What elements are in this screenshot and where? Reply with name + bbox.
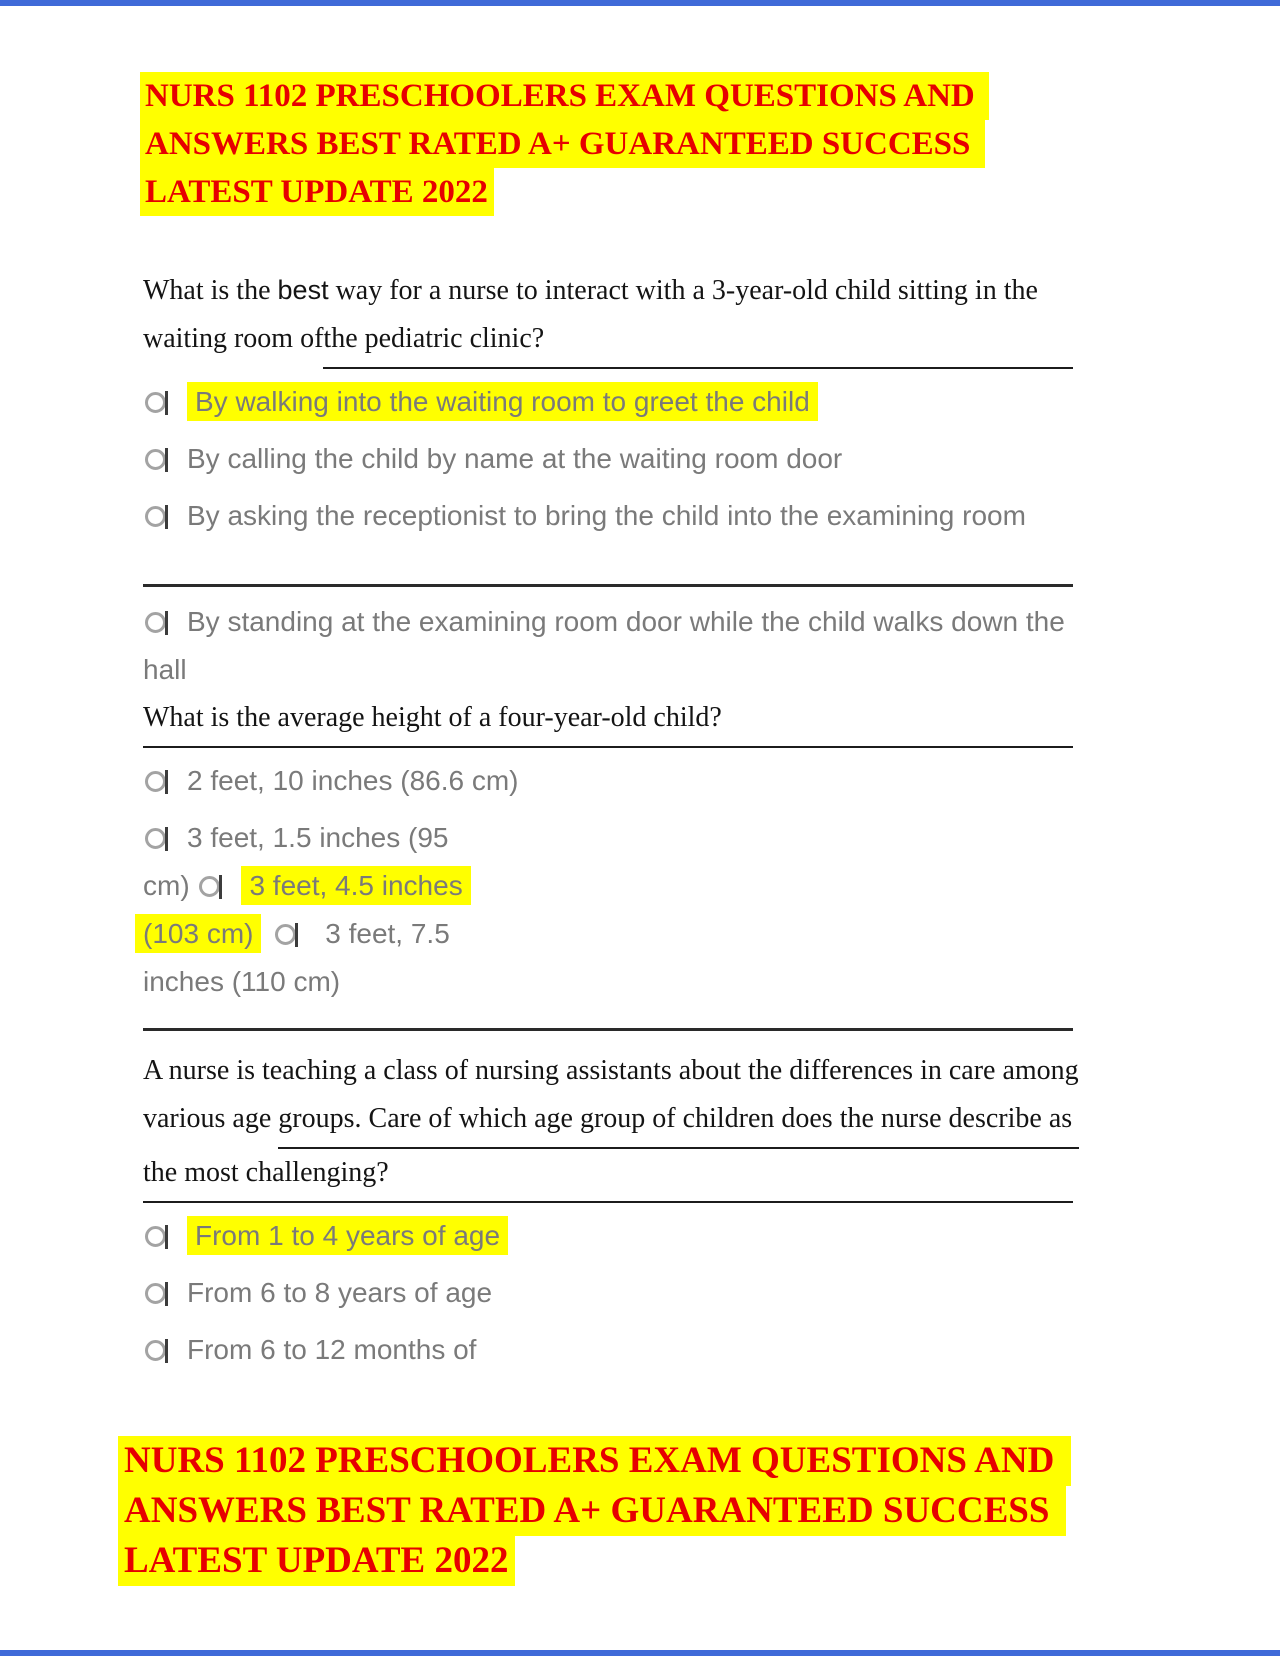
radio-icon[interactable] bbox=[145, 1340, 166, 1361]
bottom-border-bar bbox=[0, 1650, 1280, 1656]
radio-icon[interactable] bbox=[145, 1283, 166, 1304]
answer-option[interactable] bbox=[143, 378, 1280, 426]
footer-title-line-3 bbox=[118, 1536, 1280, 1586]
answer-option-wrap bbox=[143, 646, 1280, 694]
answer-option[interactable] bbox=[143, 435, 1280, 483]
answer-option[interactable] bbox=[143, 814, 1280, 862]
highlighted-title-text: ANSWERS BEST RATED A+ GUARANTEED SUCCESS bbox=[118, 1486, 1066, 1536]
document-footer-title bbox=[118, 1436, 1280, 1586]
radio-icon[interactable] bbox=[275, 924, 296, 945]
header-title-line-3 bbox=[140, 168, 1280, 216]
answer-option[interactable] bbox=[143, 1326, 1280, 1374]
answer-label: cm) bbox=[143, 870, 198, 901]
answer-option[interactable] bbox=[143, 492, 1280, 540]
divider-line bbox=[143, 584, 1073, 587]
radio-icon[interactable] bbox=[145, 392, 166, 413]
answer-label: From 6 to 8 years of age bbox=[187, 1277, 493, 1308]
divider-line bbox=[143, 1028, 1073, 1031]
document-header-title bbox=[140, 72, 1280, 216]
radio-icon[interactable] bbox=[145, 612, 166, 633]
answer-option[interactable] bbox=[143, 598, 1280, 646]
radio-icon[interactable] bbox=[145, 449, 166, 470]
radio-icon[interactable] bbox=[199, 876, 220, 897]
question-1-text-line-2: waiting room of the pediatric clinic? bbox=[143, 315, 1073, 369]
answer-label: By asking the receptionist to bring the child into the examining room bbox=[187, 500, 1026, 531]
radio-icon[interactable] bbox=[145, 771, 166, 792]
question-3-text-line-1: A nurse is teaching a class of nursing assistants about the differences in care among bbox=[143, 1055, 1079, 1086]
header-title-line-2 bbox=[140, 120, 1280, 168]
answer-option[interactable] bbox=[143, 1269, 1280, 1317]
question-3 bbox=[0, 1047, 1280, 1374]
answer-label: By calling the child by name at the waiting room door bbox=[187, 443, 843, 474]
radio-icon[interactable] bbox=[145, 506, 166, 527]
answer-label: By standing at the examining room door while the child walks down the bbox=[187, 606, 1065, 637]
highlighted-title-text: NURS 1102 PRESCHOOLERS EXAM QUESTIONS AND bbox=[118, 1436, 1071, 1486]
highlighted-title-text: ANSWERS BEST RATED A+ GUARANTEED SUCCESS bbox=[140, 120, 985, 168]
answer-label: hall bbox=[143, 654, 187, 685]
question-2-heading: What is the average height of a four-year-old child? bbox=[143, 694, 1073, 748]
question-2 bbox=[0, 694, 1280, 1006]
question-1 bbox=[0, 266, 1280, 694]
answer-label: 3 feet, 1.5 inches (95 bbox=[187, 822, 449, 853]
top-border-bar bbox=[0, 0, 1280, 6]
answer-option-wrap bbox=[143, 958, 1280, 1006]
underline-filler bbox=[722, 694, 1073, 748]
underline-filler bbox=[544, 315, 1073, 369]
highlighted-answer: (103 cm) bbox=[135, 914, 261, 953]
question-3-text-line-3: the most challenging? bbox=[143, 1149, 1073, 1203]
answer-option[interactable] bbox=[143, 862, 1280, 910]
answer-option[interactable] bbox=[143, 757, 1280, 805]
footer-title-line-1 bbox=[118, 1436, 1280, 1486]
answer-label: From 6 to 12 months of bbox=[187, 1334, 477, 1365]
answer-option[interactable] bbox=[143, 910, 1280, 958]
answer-label: 2 feet, 10 inches (86.6 cm) bbox=[187, 765, 519, 796]
highlighted-title-text: LATEST UPDATE 2022 bbox=[140, 168, 494, 216]
highlighted-answer: 3 feet, 4.5 inches bbox=[241, 866, 470, 905]
answer-option[interactable] bbox=[143, 1212, 1280, 1260]
underline-filler bbox=[389, 1149, 1073, 1203]
highlighted-title-text: LATEST UPDATE 2022 bbox=[118, 1536, 515, 1586]
radio-icon[interactable] bbox=[145, 828, 166, 849]
answer-label: 3 feet, 7.5 bbox=[317, 918, 450, 949]
header-title-line-1 bbox=[140, 72, 1280, 120]
highlighted-title-text: NURS 1102 PRESCHOOLERS EXAM QUESTIONS AND bbox=[140, 72, 989, 120]
bold-word: best bbox=[277, 275, 329, 305]
question-1-text-line-1: What is the best way for a nurse to interact with a 3-year-old child sitting in the bbox=[143, 275, 1038, 306]
highlighted-answer: By walking into the waiting room to greet the child bbox=[187, 382, 818, 421]
question-3-text-line-2: various age groups. Care of which age group of children does the nurse describe as bbox=[143, 1095, 1073, 1149]
radio-icon[interactable] bbox=[145, 1226, 166, 1247]
answer-label: inches (110 cm) bbox=[143, 966, 341, 997]
highlighted-answer: From 1 to 4 years of age bbox=[187, 1216, 508, 1255]
footer-title-line-2 bbox=[118, 1486, 1280, 1536]
